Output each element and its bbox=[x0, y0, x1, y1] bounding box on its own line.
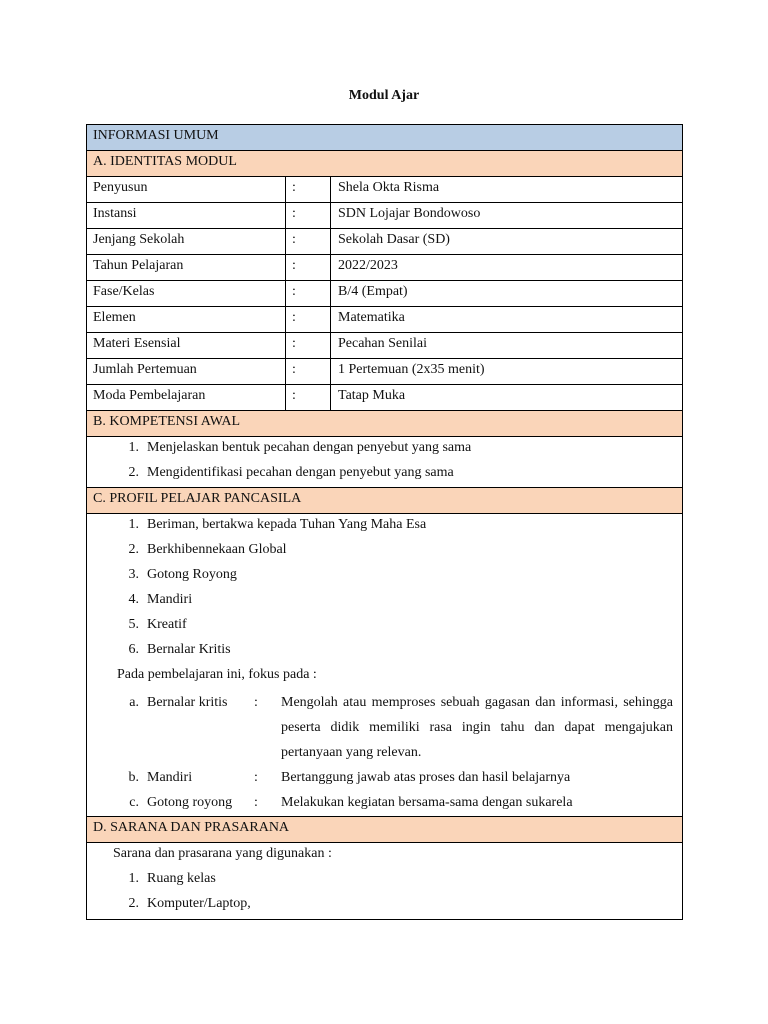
identity-row bbox=[87, 203, 682, 229]
kompetensi-list bbox=[87, 437, 682, 488]
list-text: Gotong Royong bbox=[147, 567, 237, 582]
identity-value: 2022/2023 bbox=[338, 258, 398, 273]
list-item bbox=[87, 590, 682, 615]
module-table bbox=[86, 124, 683, 920]
identity-sep: : bbox=[286, 333, 331, 358]
identity-key: Moda Pembelajaran bbox=[87, 385, 286, 410]
identity-value: SDN Lojajar Bondowoso bbox=[338, 206, 481, 221]
identity-row bbox=[87, 255, 682, 281]
identity-row bbox=[87, 229, 682, 255]
list-text: Beriman, bertakwa kepada Tuhan Yang Maha Esa bbox=[147, 517, 427, 532]
profil-list bbox=[87, 514, 682, 817]
list-number: 1. bbox=[128, 517, 139, 532]
list-item bbox=[87, 540, 682, 565]
identity-key: Fase/Kelas bbox=[87, 281, 286, 306]
list-item bbox=[87, 869, 682, 894]
sarana-list bbox=[87, 843, 682, 919]
focus-name: Mandiri bbox=[147, 770, 193, 785]
list-number: 5. bbox=[128, 617, 139, 632]
identity-row bbox=[87, 333, 682, 359]
focus-sep: : bbox=[254, 795, 258, 810]
focus-desc: Melakukan kegiatan bersama-sama dengan sukarela bbox=[281, 795, 573, 810]
identity-sep: : bbox=[286, 203, 331, 228]
focus-letter: c. bbox=[129, 795, 139, 810]
list-text: Bernalar Kritis bbox=[147, 642, 231, 657]
identity-sep: : bbox=[286, 385, 331, 410]
list-item bbox=[87, 515, 682, 540]
identity-value: Pecahan Senilai bbox=[338, 336, 428, 351]
identity-value: Shela Okta Risma bbox=[338, 180, 440, 195]
section-header-informasi-umum: INFORMASI UMUM bbox=[87, 125, 682, 151]
identity-value: Sekolah Dasar (SD) bbox=[338, 232, 450, 247]
identity-value: 1 Pertemuan (2x35 menit) bbox=[338, 362, 485, 377]
focus-item bbox=[87, 690, 682, 765]
list-text: Mengidentifikasi pecahan dengan penyebut yang sama bbox=[147, 465, 454, 480]
section-header-profil: C. PROFIL PELAJAR PANCASILA bbox=[87, 488, 682, 514]
focus-desc: Mengolah atau memproses sebuah gagasan dan informasi, sehingga peserta didik memiliki rasa ingin tahu dan dapat mengajukan pertanyaan yang relevan. bbox=[281, 695, 673, 760]
identity-sep: : bbox=[286, 307, 331, 332]
identity-row bbox=[87, 307, 682, 333]
identity-key: Penyusun bbox=[87, 177, 286, 202]
identity-key: Jenjang Sekolah bbox=[87, 229, 286, 254]
identity-sep: : bbox=[286, 359, 331, 384]
focus-letter: b. bbox=[128, 770, 139, 785]
section-header-kompetensi: B. KOMPETENSI AWAL bbox=[87, 411, 682, 437]
focus-name: Gotong royong bbox=[147, 795, 233, 810]
identity-key: Elemen bbox=[87, 307, 286, 332]
list-number: 2. bbox=[128, 542, 139, 557]
list-text: Mandiri bbox=[147, 592, 193, 607]
identity-key: Materi Esensial bbox=[87, 333, 286, 358]
list-item bbox=[87, 894, 682, 919]
list-item bbox=[87, 463, 682, 488]
list-number: 6. bbox=[128, 642, 139, 657]
list-number: 4. bbox=[128, 592, 139, 607]
list-item bbox=[87, 615, 682, 640]
list-item bbox=[87, 565, 682, 590]
section-header-sarana: D. SARANA DAN PRASARANA bbox=[87, 817, 682, 843]
identity-key: Jumlah Pertemuan bbox=[87, 359, 286, 384]
list-number: 1. bbox=[128, 440, 139, 455]
list-item bbox=[87, 640, 682, 665]
identity-row bbox=[87, 281, 682, 307]
list-item bbox=[87, 438, 682, 463]
list-number: 2. bbox=[128, 465, 139, 480]
list-number: 2. bbox=[128, 896, 139, 911]
focus-sep: : bbox=[254, 695, 258, 710]
identity-sep: : bbox=[286, 229, 331, 254]
focus-item bbox=[87, 765, 682, 790]
focus-intro: Pada pembelajaran ini, fokus pada : bbox=[117, 667, 317, 682]
focus-name: Bernalar kritis bbox=[147, 695, 228, 710]
identity-value: Matematika bbox=[338, 310, 405, 325]
section-header-identitas: A. IDENTITAS MODUL bbox=[87, 151, 682, 177]
focus-sep: : bbox=[254, 770, 258, 785]
sarana-intro: Sarana dan prasarana yang digunakan : bbox=[113, 846, 332, 861]
list-text: Ruang kelas bbox=[147, 871, 216, 886]
focus-desc: Bertanggung jawab atas proses dan hasil belajarnya bbox=[281, 770, 571, 785]
list-text: Berkhibennekaan Global bbox=[147, 542, 287, 557]
list-number: 1. bbox=[128, 871, 139, 886]
identity-key: Tahun Pelajaran bbox=[87, 255, 286, 280]
list-text: Komputer/Laptop, bbox=[147, 896, 251, 911]
focus-item bbox=[87, 790, 682, 815]
list-number: 3. bbox=[128, 567, 139, 582]
identity-value: Tatap Muka bbox=[338, 388, 406, 403]
list-text: Kreatif bbox=[147, 617, 187, 632]
identity-value: B/4 (Empat) bbox=[338, 284, 408, 299]
focus-letter: a. bbox=[129, 695, 139, 710]
identity-row bbox=[87, 385, 682, 411]
identity-sep: : bbox=[286, 281, 331, 306]
list-text: Menjelaskan bentuk pecahan dengan penyebut yang sama bbox=[147, 440, 472, 455]
document-title: Modul Ajar bbox=[348, 88, 420, 103]
identity-row bbox=[87, 177, 682, 203]
identity-sep: : bbox=[286, 177, 331, 202]
identity-row bbox=[87, 359, 682, 385]
identity-sep: : bbox=[286, 255, 331, 280]
identity-key: Instansi bbox=[87, 203, 286, 228]
